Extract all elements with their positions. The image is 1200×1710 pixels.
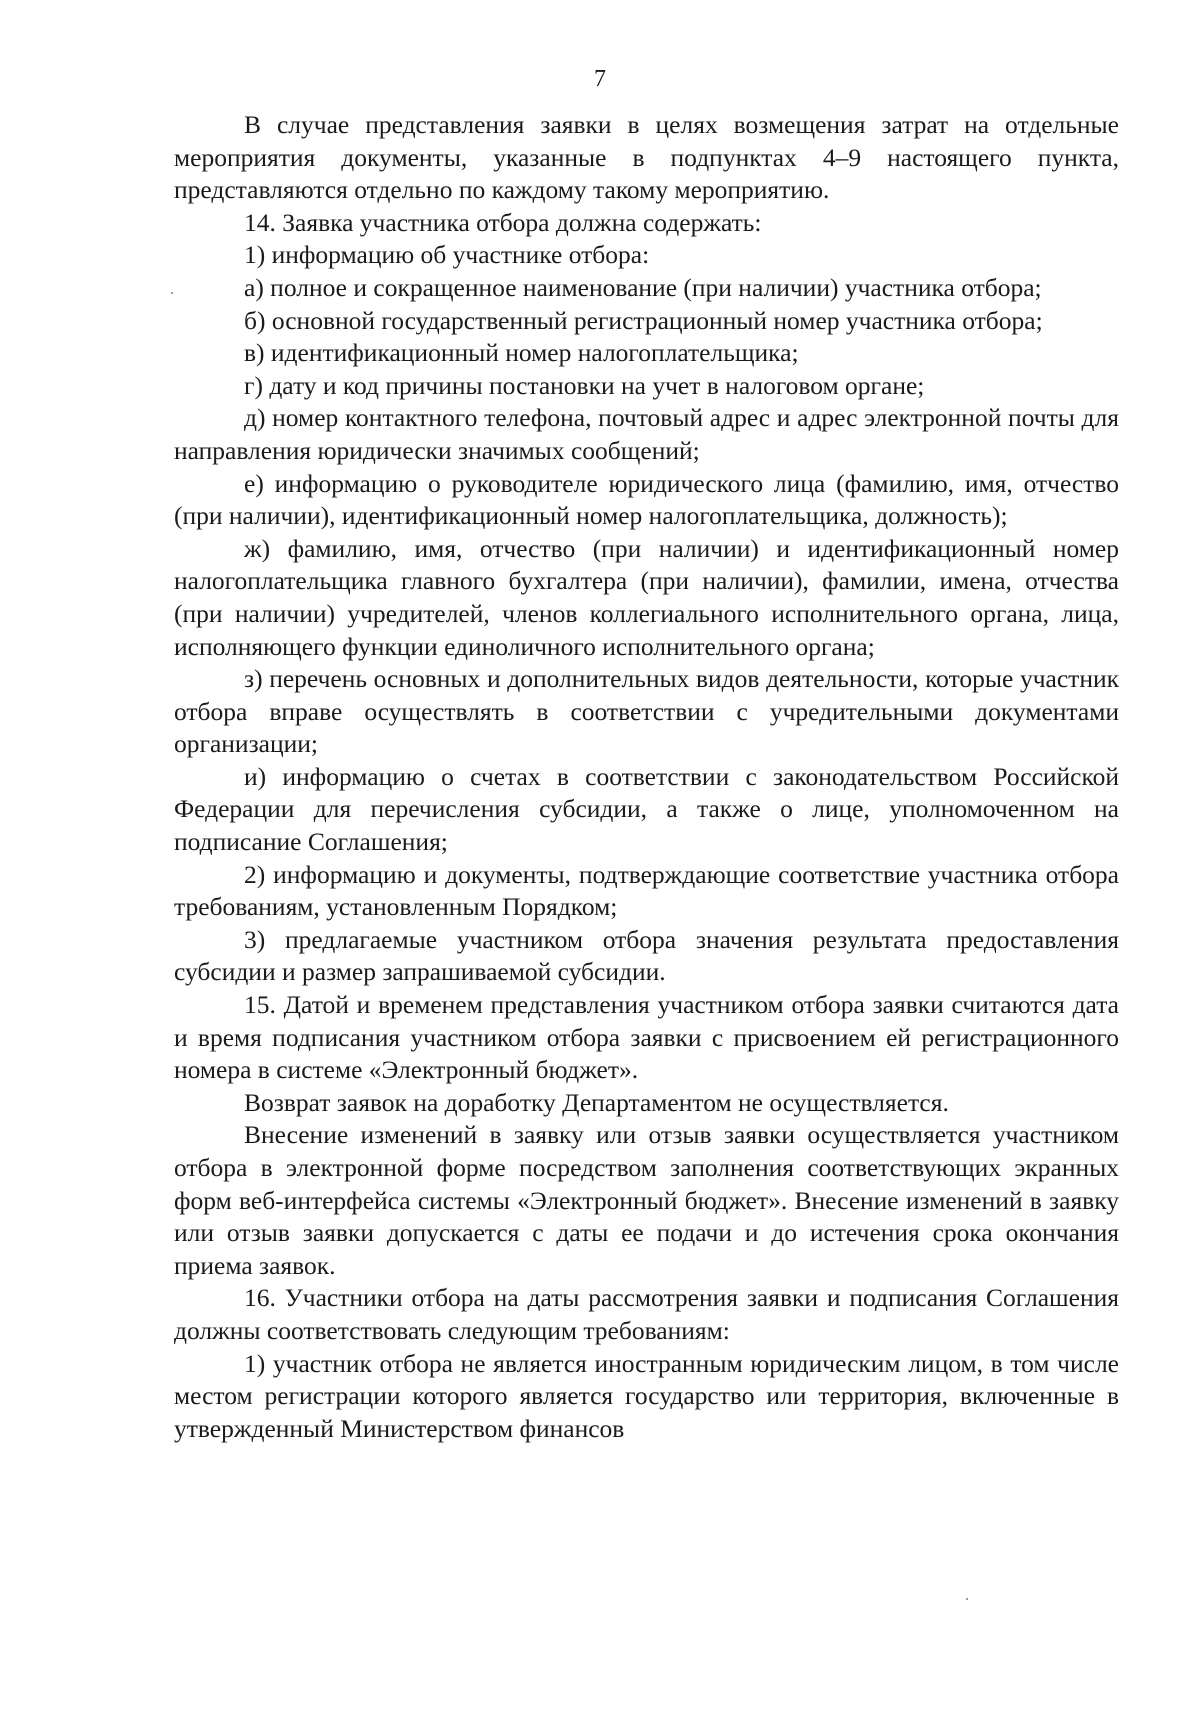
paragraph-subitem-a: а) полное и сокращенное наименование (при наличии) участника отбора; — [244, 272, 1042, 302]
document-body — [174, 109, 1119, 1445]
paragraph-reimbursement-note: В случае представления заявки в целях возмещения затрат на отдельные мероприятия документы, указанные в подпунктах 4–9 настоящего пункта, представляются отдельно по каждому такому мероприятию. — [174, 110, 1119, 205]
paragraph-item-15: 15. Датой и временем представления участником отбора заявки считаются дата и время подписания участником отбора заявки с присвоением ей регистрационного номера в системе «Электронный бюджет». — [174, 990, 1119, 1085]
paragraph-subitem-1: 1) информацию об участнике отбора: — [244, 240, 650, 270]
scan-speck — [171, 292, 173, 294]
paragraph-subitem-v: в) идентификационный номер налогоплательщика; — [244, 338, 799, 368]
paragraph-subitem-zh: ж) фамилию, имя, отчество (при наличии) и идентификационный номер налогоплательщика главного бухгалтера (при наличии), фамилии, имена, отчества (при наличии) учредителей, членов коллегиального исполнительного органа, лица, исполняющего функции единоличного исполнительного органа; — [174, 533, 1119, 661]
paragraph-item-16-subitem-1: 1) участник отбора не является иностранным юридическим лицом, в том числе местом регистрации которого является государство или территория, включенные в утвержденный Министерством финансов — [174, 1348, 1119, 1443]
paragraph-subitem-g: г) дату и код причины постановки на учет в налоговом органе; — [244, 370, 925, 400]
paragraph-subitem-b: б) основной государственный регистрационный номер участника отбора; — [244, 305, 1043, 335]
paragraph-item-14: 14. Заявка участника отбора должна содержать: — [244, 207, 762, 237]
paragraph-return-note: Возврат заявок на доработку Департаментом не осуществляется. — [244, 1087, 949, 1117]
page-number: 7 — [594, 66, 606, 92]
scan-speck — [966, 1598, 968, 1600]
paragraph-subitem-z: з) перечень основных и дополнительных видов деятельности, которые участник отбора вправе осуществлять в соответствии с учредительными документами организации; — [174, 664, 1119, 759]
paragraph-changes-note: Внесение изменений в заявку или отзыв заявки осуществляется участником отбора в электронной форме посредством заполнения соответствующих экранных форм веб-интерфейса системы «Электронный бюджет». Внесение изменений в заявку или отзыв заявки допускается с даты ее подачи и до истечения срока окончания приема заявок. — [174, 1120, 1119, 1280]
paragraph-subitem-d: д) номер контактного телефона, почтовый адрес и адрес электронной почты для направления юридически значимых сообщений; — [174, 403, 1119, 465]
paragraph-subitem-e: е) информацию о руководителе юридического лица (фамилию, имя, отчество (при наличии), идентификационный номер налогоплательщика, должность); — [174, 468, 1119, 531]
paragraph-subitem-2: 2) информацию и документы, подтверждающие соответствие участника отбора требованиям, установленным Порядком; — [174, 859, 1119, 922]
paragraph-item-16: 16. Участники отбора на даты рассмотрения заявки и подписания Соглашения должны соответствовать следующим требованиям: — [174, 1283, 1119, 1345]
paragraph-subitem-i: и) информацию о счетах в соответствии с законодательством Российской Федерации для перечисления субсидии, а также о лице, уполномоченном на подписание Соглашения; — [174, 761, 1119, 857]
paragraph-subitem-3: 3) предлагаемые участником отбора значения результата предоставления субсидии и размер запрашиваемой субсидии. — [174, 924, 1119, 987]
